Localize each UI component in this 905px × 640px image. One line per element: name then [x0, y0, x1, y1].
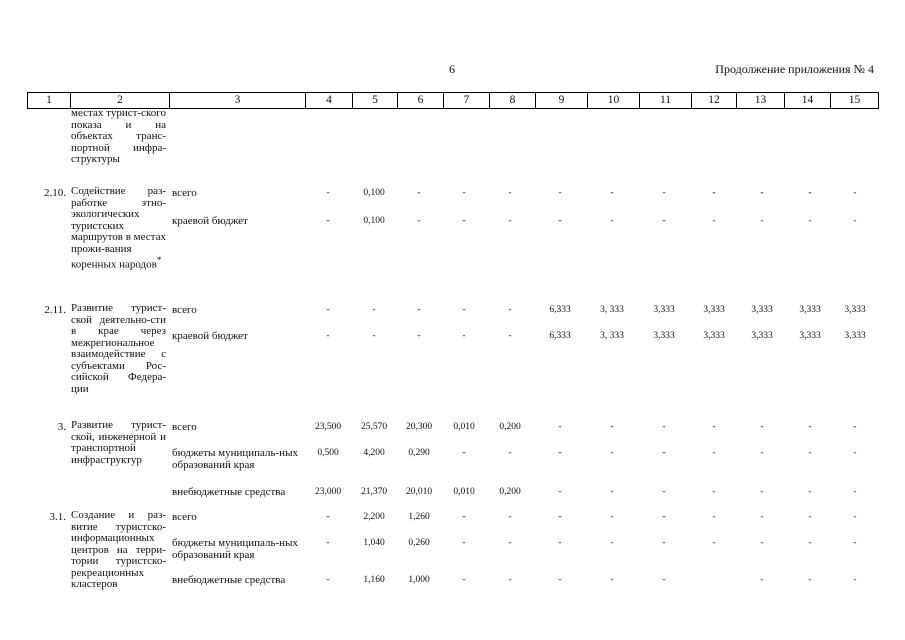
value-cell: - — [808, 575, 812, 585]
value-cell: 3,333 — [703, 331, 725, 341]
value-cell: - — [462, 512, 466, 522]
value-cell: - — [558, 487, 562, 497]
value-cell: 0,100 — [363, 216, 385, 226]
value-cell: - — [712, 448, 716, 458]
value-cell: 3,333 — [799, 305, 821, 315]
value-cell: - — [462, 448, 466, 458]
value-cell: - — [853, 216, 857, 226]
value-cell: 3, 333 — [600, 305, 624, 315]
column-number: 12 — [692, 93, 737, 109]
value-cell: - — [662, 512, 666, 522]
value-cell: 0,200 — [499, 422, 521, 432]
column-number: 1 — [28, 93, 71, 109]
value-cell: - — [462, 216, 466, 226]
funding-source: всего — [172, 304, 197, 316]
value-cell: 3,333 — [844, 331, 866, 341]
value-cell: - — [853, 538, 857, 548]
value-cell: - — [462, 305, 466, 315]
value-cell: - — [808, 487, 812, 497]
value-cell: - — [610, 538, 614, 548]
value-cell: - — [508, 216, 512, 226]
value-cell: - — [662, 575, 666, 585]
value-cell: - — [853, 487, 857, 497]
value-cell: 23,000 — [314, 487, 342, 497]
funding-source: краевой бюджет — [172, 330, 248, 342]
value-cell: - — [760, 448, 764, 458]
measure-name — [71, 186, 166, 271]
value-cell: - — [853, 575, 857, 585]
value-cell: - — [326, 305, 330, 315]
column-number: 8 — [490, 93, 536, 109]
measure-name: Развитие турист-ской, инженерной и транспортной инфраструктур — [71, 419, 166, 466]
value-cell: - — [610, 216, 614, 226]
value-cell: - — [417, 216, 421, 226]
value-cell: 25,570 — [360, 422, 388, 432]
value-cell: - — [712, 422, 716, 432]
column-number: 13 — [737, 93, 785, 109]
value-cell: - — [558, 422, 562, 432]
row-number: 2.10. — [44, 187, 66, 199]
value-cell: - — [662, 487, 666, 497]
value-cell: - — [662, 538, 666, 548]
funding-source: бюджеты муниципаль-ных образований края — [172, 537, 298, 561]
value-cell: - — [508, 538, 512, 548]
value-cell: 3,333 — [653, 331, 675, 341]
value-cell: - — [508, 512, 512, 522]
value-cell: - — [808, 422, 812, 432]
value-cell: - — [712, 512, 716, 522]
measure-name-text: Содействие раз-работке этно-экологических туристских маршрутов в местах прожи-вания коренных народов — [71, 185, 166, 271]
funding-source: бюджеты муниципаль-ных образований края — [172, 447, 298, 471]
value-cell: 3, 333 — [600, 331, 624, 341]
value-cell: 3,333 — [799, 331, 821, 341]
column-number: 4 — [306, 93, 353, 109]
value-cell: - — [508, 448, 512, 458]
value-cell: 3,333 — [751, 331, 773, 341]
column-number: 9 — [536, 93, 588, 109]
measure-name: Развитие турист-ской деятельно-сти в крае через межрегиональное взаимодействие с субъектами Рос-сийской Федера-ции — [71, 302, 166, 395]
funding-source: краевой бюджет — [172, 215, 248, 227]
column-number: 10 — [588, 93, 640, 109]
value-cell: - — [558, 188, 562, 198]
column-number: 15 — [831, 93, 879, 109]
value-cell: - — [712, 188, 716, 198]
value-cell: - — [853, 448, 857, 458]
value-cell: - — [326, 538, 330, 548]
column-number: 6 — [398, 93, 444, 109]
value-cell: 0,010 — [453, 422, 475, 432]
value-cell: - — [326, 188, 330, 198]
value-cell: - — [372, 331, 376, 341]
value-cell: - — [808, 512, 812, 522]
row-number: 3.1. — [49, 511, 66, 523]
value-cell: - — [508, 331, 512, 341]
value-cell: - — [558, 512, 562, 522]
funding-source: всего — [172, 421, 197, 433]
measure-name: Создание и раз-витие туристско-информационных центров на терри-тории туристско-рекреационных кластеров — [71, 509, 166, 590]
value-cell: - — [662, 188, 666, 198]
value-cell: - — [326, 512, 330, 522]
value-cell: 1,040 — [363, 538, 385, 548]
value-cell: - — [662, 216, 666, 226]
value-cell: - — [760, 538, 764, 548]
value-cell: - — [760, 487, 764, 497]
value-cell: - — [508, 575, 512, 585]
value-cell: - — [760, 216, 764, 226]
value-cell: 23,500 — [314, 422, 342, 432]
continuation-title: Продолжение приложения № 4 — [715, 62, 874, 76]
value-cell: 3,333 — [653, 305, 675, 315]
value-cell: 1,160 — [363, 575, 385, 585]
value-cell: - — [417, 331, 421, 341]
column-number: 14 — [785, 93, 831, 109]
value-cell: - — [372, 305, 376, 315]
value-cell: - — [853, 188, 857, 198]
value-cell: - — [853, 512, 857, 522]
funding-source: внебюджетные средства — [172, 486, 286, 498]
value-cell: - — [462, 538, 466, 548]
value-cell: - — [508, 188, 512, 198]
value-cell: 6,333 — [549, 331, 571, 341]
value-cell: - — [558, 216, 562, 226]
value-cell: - — [760, 188, 764, 198]
value-cell: - — [808, 448, 812, 458]
column-number: 5 — [353, 93, 398, 109]
value-cell: - — [558, 538, 562, 548]
column-number: 2 — [71, 93, 170, 109]
value-cell: - — [610, 188, 614, 198]
value-cell: - — [462, 188, 466, 198]
value-cell: 21,370 — [360, 487, 388, 497]
value-cell: - — [326, 575, 330, 585]
value-cell: 20,010 — [405, 487, 433, 497]
value-cell: 1,260 — [408, 512, 430, 522]
value-cell: - — [712, 216, 716, 226]
value-cell: - — [462, 575, 466, 585]
value-cell: - — [610, 448, 614, 458]
value-cell: - — [610, 487, 614, 497]
column-number: 3 — [170, 93, 306, 109]
value-cell: 0,500 — [317, 448, 339, 458]
value-cell: - — [417, 305, 421, 315]
value-cell: - — [558, 448, 562, 458]
value-cell: 2,200 — [363, 512, 385, 522]
value-cell: 0,200 — [499, 487, 521, 497]
value-cell: - — [508, 305, 512, 315]
value-cell: 3,333 — [751, 305, 773, 315]
value-cell: 4,200 — [363, 448, 385, 458]
value-cell: 0,100 — [363, 188, 385, 198]
value-cell: 0,010 — [453, 487, 475, 497]
funding-source: всего — [172, 511, 197, 523]
measure-name: местах турист-ского показа и на объектах транс-портной инфра-структуры — [71, 107, 166, 165]
value-cell: - — [853, 422, 857, 432]
row-number: 3. — [57, 421, 66, 433]
row-number: 2.11. — [44, 304, 66, 316]
value-cell: - — [610, 422, 614, 432]
value-cell: - — [558, 575, 562, 585]
value-cell: - — [462, 331, 466, 341]
value-cell: - — [712, 487, 716, 497]
value-cell: - — [808, 538, 812, 548]
value-cell: - — [808, 188, 812, 198]
value-cell: - — [712, 538, 716, 548]
value-cell: - — [610, 512, 614, 522]
column-number: 11 — [640, 93, 692, 109]
value-cell: 6,333 — [549, 305, 571, 315]
value-cell: - — [417, 188, 421, 198]
value-cell: 3,333 — [703, 305, 725, 315]
value-cell: - — [610, 575, 614, 585]
value-cell: 20,300 — [405, 422, 433, 432]
value-cell: 3,333 — [844, 305, 866, 315]
column-number: 7 — [444, 93, 490, 109]
value-cell: - — [808, 216, 812, 226]
value-cell: 0,260 — [408, 538, 430, 548]
funding-source: всего — [172, 187, 197, 199]
page-number: 6 — [449, 62, 455, 76]
value-cell: 0,290 — [408, 448, 430, 458]
value-cell: - — [760, 575, 764, 585]
value-cell: - — [662, 422, 666, 432]
funding-source: внебюджетные средства — [172, 574, 286, 586]
value-cell: - — [760, 512, 764, 522]
value-cell: - — [662, 448, 666, 458]
value-cell: 1,000 — [408, 575, 430, 585]
footnote-mark: * — [156, 255, 162, 265]
value-cell: - — [760, 422, 764, 432]
value-cell: - — [326, 216, 330, 226]
value-cell: - — [326, 331, 330, 341]
